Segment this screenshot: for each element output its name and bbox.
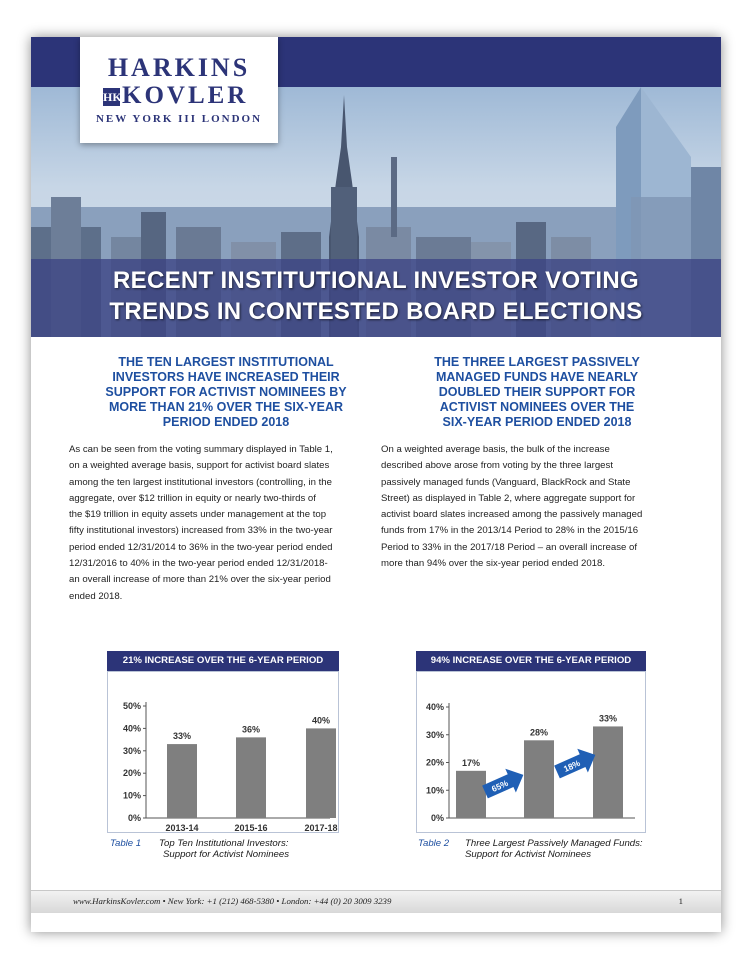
body-line: funds from 17% in the 2013/14 Period to 28% in the 2015/16 [381,525,639,537]
growth-arrow [480,763,529,804]
logo-line-1: HARKINS [107,53,251,82]
body-line: among the ten largest institutional investors (controlling, in the [69,476,332,488]
company-logo [80,37,278,143]
category-label: 2013-14 [165,823,199,832]
table-2-caption-line: Support for Activist Nominees [465,849,592,860]
y-tick-label: 40% [122,723,141,734]
y-tick-label: 30% [425,729,444,740]
body-line: On a weighted average basis, the bulk of the increase [381,444,610,455]
left-heading-line: SUPPORT FOR ACTIVIST NOMINEES BY [105,385,347,399]
bar [593,726,623,818]
body-line: described above arose from voting by the three largest [381,460,613,472]
y-tick-label: 20% [425,757,444,768]
y-tick-label: 50% [122,701,141,711]
data-label: 33% [172,731,192,742]
body-line: passively managed funds (Vanguard, BlackRock and State [381,476,631,488]
right-heading-line: ACTIVIST NOMINEES OVER THE [439,400,635,414]
y-tick-label: 20% [122,768,141,779]
growth-label: 18% [562,757,582,774]
y-tick-label: 0% [127,813,141,823]
category-label: 2015-16 [234,823,268,832]
body-line: As can be seen from the voting summary displayed in Table 1, [69,444,333,455]
logo-line-3: NEW YORK III LONDON [95,113,263,125]
body-line: ended 2018. [69,590,123,602]
table-2-label: Table 2 [418,838,450,849]
y-tick-label: 10% [122,790,141,801]
growth-label: 65% [490,777,510,794]
data-label: 28% [529,727,549,738]
y-tick-label: 40% [425,702,444,712]
category-label: 2017-18 [304,823,338,832]
chart-2-frame [416,671,646,833]
body-line: Street) as displayed in Table 2, where aggregate support for [381,492,636,504]
body-line: an overall increase of more than 21% over the six-year period [69,574,331,586]
body-line: more than 94% over the six-year period ended 2018. [381,558,605,570]
table-2-caption [418,838,688,864]
left-body-text [69,442,389,605]
body-line: Period to 33% in the 2017/18 Period – an overall increase of [381,541,638,553]
chart-1-title: 21% INCREASE OVER THE 6-YEAR PERIOD [107,651,339,671]
logo-mark-icon: HK [103,90,122,104]
chart-table-1 [107,651,339,833]
page [31,37,721,932]
right-heading-line: DOUBLED THEIR SUPPORT FOR [438,385,636,399]
data-label: 36% [241,724,261,735]
y-tick-label: 0% [430,813,444,823]
body-line: period ended 12/31/2014 to 36% in the two-year period ended [69,541,333,553]
left-heading-line: INVESTORS HAVE INCREASED THEIR [112,370,340,384]
footer-contact: www.HarkinsKovler.com • New York: +1 (212) 468-5380 • London: +44 (0) 20 3009 3239 [73,896,392,906]
left-heading [91,355,361,430]
body-line: 12/31/2016 to 40% in the two-year period ended 12/31/2018- [69,558,328,570]
chart-table-2 [416,651,646,833]
logo-line-2: KOVLER [122,82,249,109]
left-heading-line: MORE THAN 21% OVER THE SIX-YEAR [108,400,344,414]
data-label: 40% [311,715,331,726]
table-1-caption [110,838,370,864]
right-body-text [381,442,691,572]
page-title [31,265,721,327]
body-line: the $19 trillion in equity assets under management at the top [69,509,327,521]
bar [167,744,197,818]
chart-2-plot [417,672,645,832]
bar [524,740,554,818]
chart-2-title: 94% INCREASE OVER THE 6-YEAR PERIOD [416,651,646,671]
body-line: fifty institutional investors) increased from 33% in the two-year [69,525,333,537]
right-heading [402,355,672,430]
data-label: 33% [598,713,618,724]
body-line: on a weighted average basis, support for activist board slates [69,460,330,472]
left-heading-line: PERIOD ENDED 2018 [162,415,290,429]
table-2-caption-line: Three Largest Passively Managed Funds: [465,838,643,849]
title-line-2: TRENDS IN CONTESTED BOARD ELECTIONS [109,298,643,325]
page-number: 1 [678,896,683,906]
chart-1-plot [108,672,338,832]
chart-1-frame [107,671,339,833]
bar [236,737,266,818]
title-line-1: RECENT INSTITUTIONAL INVESTOR VOTING [113,267,639,294]
y-tick-label: 10% [425,785,444,796]
left-heading-line: THE TEN LARGEST INSTITUTIONAL [118,355,334,369]
table-1-caption-line: Top Ten Institutional Investors: [159,838,289,849]
right-heading-line: SIX-YEAR PERIOD ENDED 2018 [442,415,632,429]
data-label: 17% [461,757,481,768]
right-heading-line: THE THREE LARGEST PASSIVELY [434,355,640,369]
bar [306,728,336,818]
y-tick-label: 30% [122,745,141,756]
bar [456,771,486,818]
footer-bar [31,890,721,913]
right-heading-line: MANAGED FUNDS HAVE NEARLY [435,370,639,384]
table-1-caption-line: Support for Activist Nominees [163,849,290,860]
body-line: aggregate, over $12 trillion in equity or nearly two-thirds of [69,492,316,504]
body-line: activist board slates increased among the passively managed [381,509,643,521]
table-1-label: Table 1 [110,838,142,849]
